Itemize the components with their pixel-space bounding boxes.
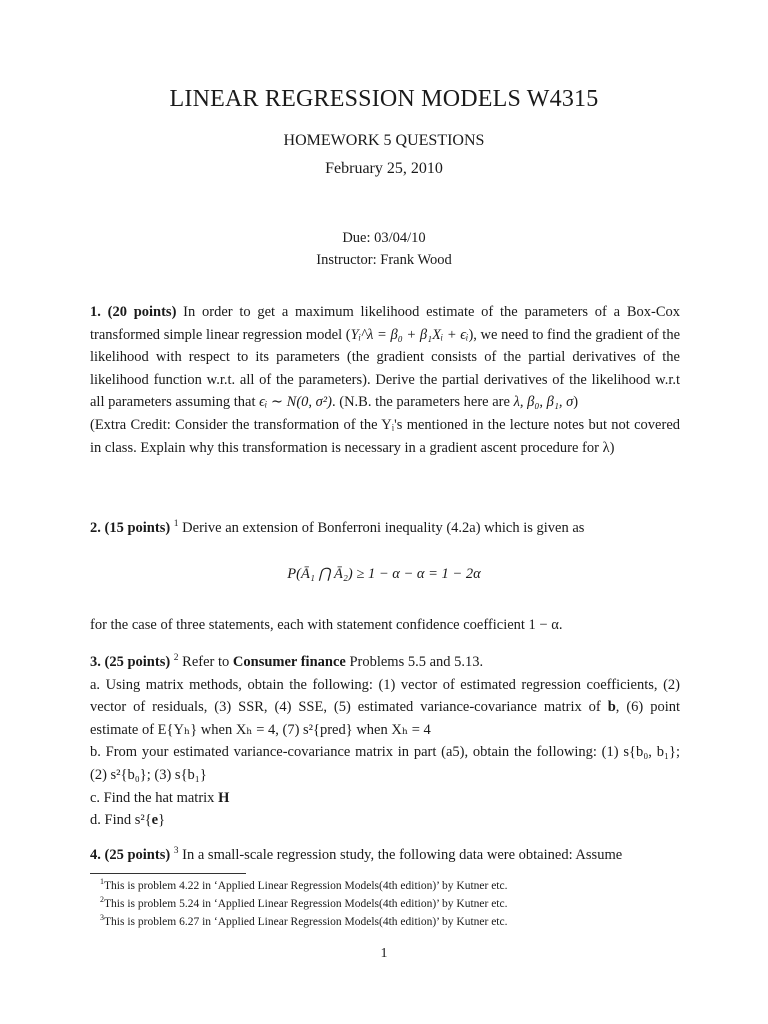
page-number: 1 [380,946,388,961]
footnote-3: $^3$This is problem 6.27 in ‘Applied Linear Regression Models(4th edition)’ by Kutner etc. [100,913,508,928]
document-subtitle: HOMEWORK 5 QUESTIONS [283,132,485,149]
question-1 [90,301,680,459]
footnote-marker-2: 2 [173,653,179,664]
footnote-1: $^1$This is problem 4.22 in ‘Applied Linear Regression Models(4th edition)’ by Kutner etc. [100,877,508,892]
question-3-part-b: b. From your estimated variance-covariance matrix in part (a5), obtain the following: (1) s{b₀, b₁}; (2) s²{b₀}; (3) s{b₁} [90,744,680,783]
question-1-text-a: In order to get a maximum likelihood estimate of the parameters of a Box-Cox transformed simple linear regression model ( [90,304,680,343]
question-3-text-b: Problems 5.5 and 5.13. [345,654,484,670]
footnote-marker-1: 1 [173,519,179,530]
question-1-label: 1. (20 points) [90,304,177,320]
question-1-model: Yᵢ^λ = β₀ + β₁Xᵢ + ϵᵢ [350,326,469,343]
question-3-part-a-tail: , (6) point estimate of E{Yₕ} when Xₕ = 4, (7) s²{pred} when Xₕ = 4 [90,699,680,738]
question-3-part-c-bold: H [218,789,230,806]
question-1-text-d: ) [573,394,579,411]
question-4-label: 4. (25 points) [90,847,171,863]
question-3-part-d-bold: e [151,812,159,829]
question-1-extra-credit: (Extra Credit: Consider the transformation of the Yᵢ's mentioned in the lecture notes but not covered in class. Explain why this transformation is necessary in a gradient ascent procedure for λ) [90,416,680,456]
question-4-text: In a small-scale regression study, the following data were obtained: Assume [178,847,623,863]
question-4 [90,844,680,867]
question-3-part-c: c. Find the hat matrix [90,789,219,806]
question-3-label: 3. (25 points) [90,654,171,670]
footnote-2: $^2$This is problem 5.24 in ‘Applied Linear Regression Models(4th edition)’ by Kutner etc. [100,895,508,910]
question-3-part-d-end: } [158,812,166,829]
question-1-params: λ, β₀, β₁, σ [513,394,574,411]
footnote-rule [90,873,246,874]
question-2-text: Derive an extension of Bonferroni inequality (4.2a) which is given as [178,520,585,536]
document-title: LINEAR REGRESSION MODELS W4315 [169,86,599,112]
document-date: February 25, 2010 [325,160,443,177]
bonferroni-equation: P(Ā₁ ⋂ Ā₂) ≥ 1 − α − α = 1 − 2α [287,566,481,582]
question-3-part-a-bold: b [607,699,616,716]
question-2-tail: for the case of three statements, each with statement confidence coefficient 1 − α. [90,617,563,633]
question-3-part-a: a. Using matrix methods, obtain the following: (1) vector of estimated regression coefficients, (2) vector of residuals, (3) SSR, (4) SSE, (5) estimated variance-covariance matrix of [90,676,680,716]
question-3 [90,651,680,832]
instructor-name: Instructor: Frank Wood [316,252,452,268]
question-3-text-a: Refer to [178,654,233,670]
question-3-part-d: d. Find s²{ [90,812,152,829]
due-date: Due: 03/04/10 [342,230,426,246]
footnotes [100,877,700,931]
footnote-marker-3: 3 [173,846,179,857]
question-1-dist: ϵᵢ ∼ N(0, σ²) [259,394,332,411]
question-3-bold-ref: Consumer finance [232,654,346,670]
question-1-text-c: . (N.B. the parameters here are [332,394,514,411]
question-2 [90,517,680,540]
question-1-text-b: ), we need to find the gradient of the likelihood with respect to its parameters (the gradient consists of the partial derivatives of the likelihood function w.r.t. all of the parameters). Derive the partial derivatives of the likelihood w.r.t all parameters assuming that [90,326,681,411]
question-2-label: 2. (15 points) [90,520,171,536]
